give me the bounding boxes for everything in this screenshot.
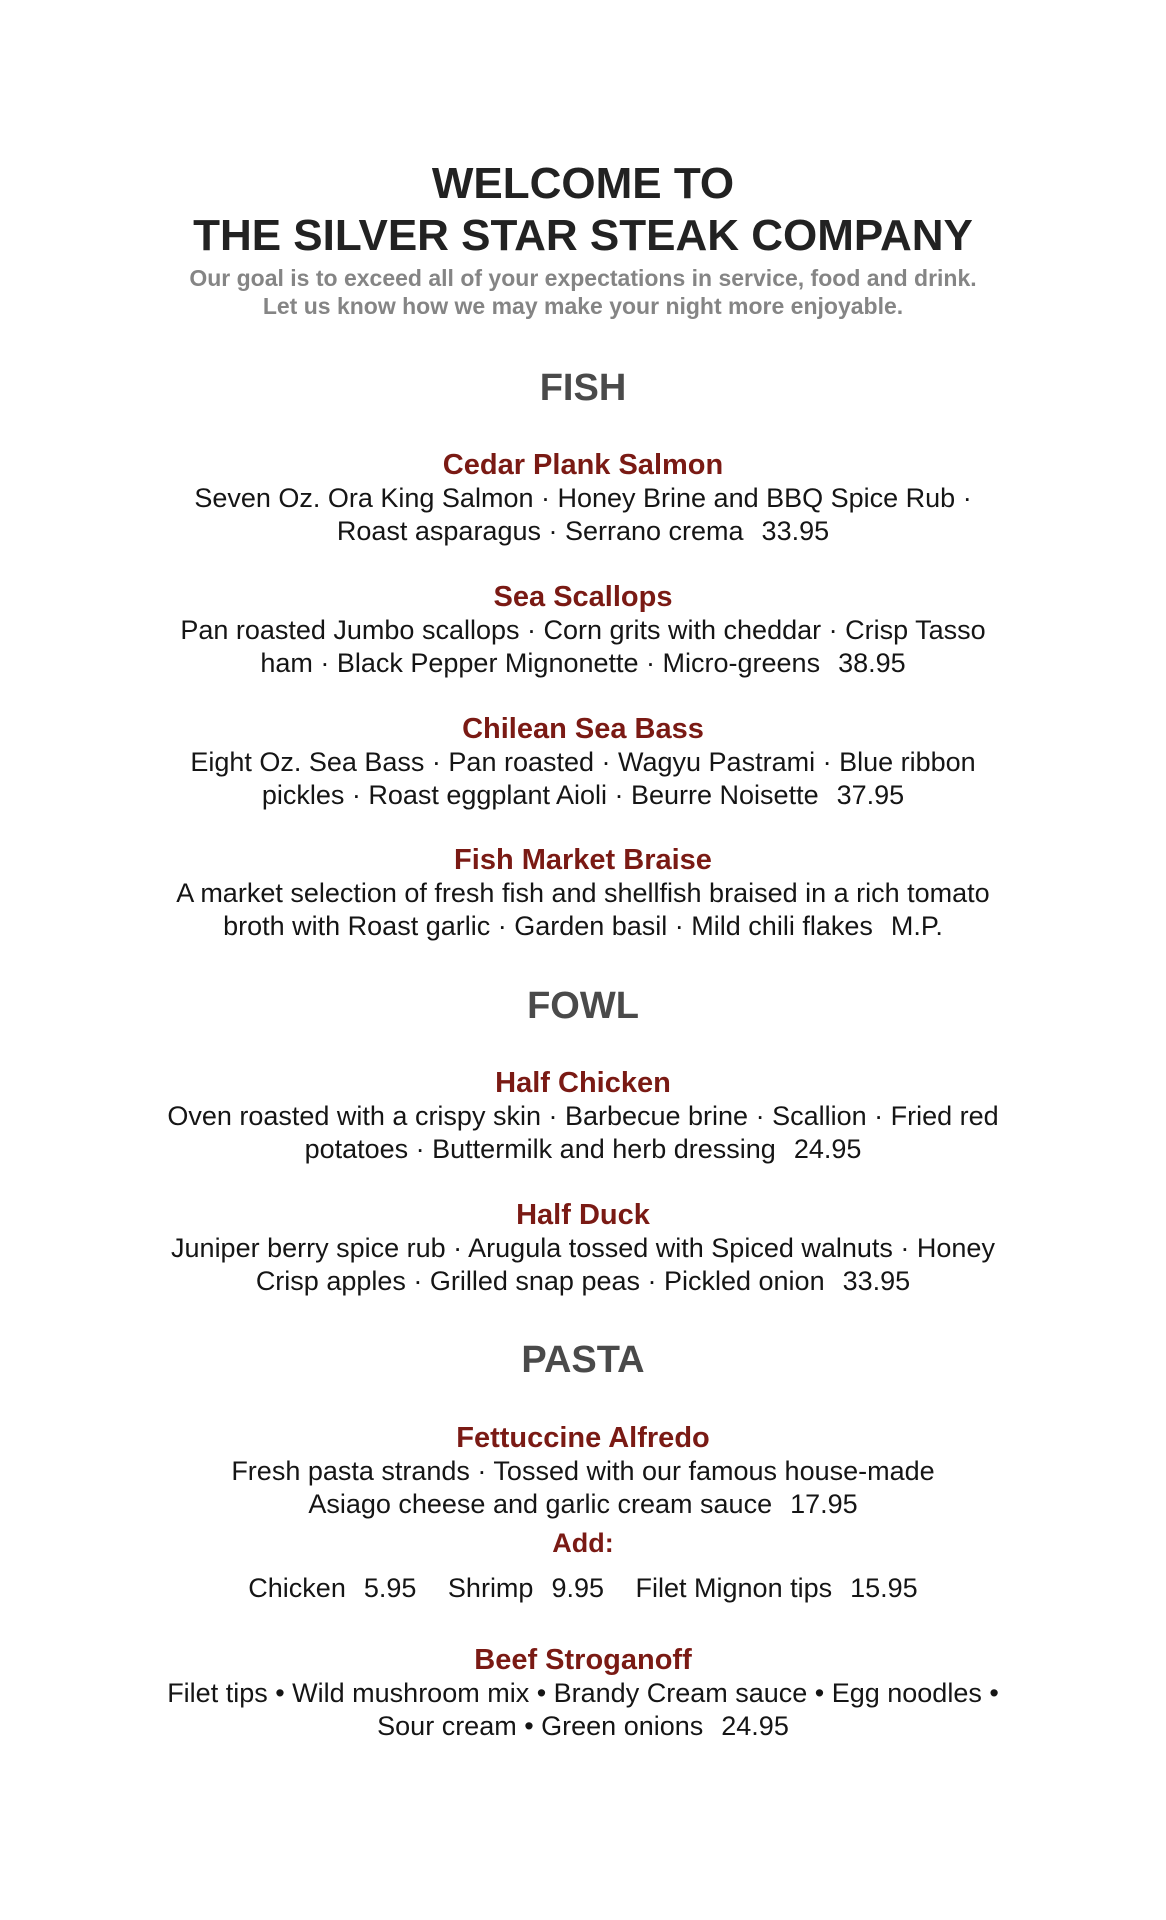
item-description: [0, 877, 1166, 943]
menu-item-half-chicken: [0, 1066, 1166, 1166]
item-description-line-2: [0, 515, 1166, 548]
item-description-line-2: [0, 910, 1166, 943]
item-description-line-1: Filet tips • Wild mushroom mix • Brandy Cream sauce • Egg noodles •: [167, 1678, 999, 1708]
tagline-line-2: Let us know how we may make your night more enjoyable.: [262, 293, 904, 319]
item-description-text: Crisp apples · Grilled snap peas · Pickled onion: [255, 1266, 825, 1296]
add-on-price: 9.95: [551, 1573, 605, 1603]
item-description-line-2: [0, 1133, 1166, 1166]
item-name: Beef Stroganoff: [474, 1644, 692, 1676]
welcome-heading: [0, 158, 1166, 262]
item-name: Cedar Plank Salmon: [442, 449, 724, 481]
add-on-price: 15.95: [850, 1573, 918, 1603]
item-name: Fish Market Braise: [454, 844, 712, 876]
menu-item-fish-market-braise: [0, 843, 1166, 943]
section-title-pasta: PASTA: [521, 1339, 645, 1381]
item-price: 37.95: [836, 780, 905, 810]
item-price: 33.95: [761, 516, 830, 546]
menu-item-sea-scallops: [0, 580, 1166, 680]
item-description: [0, 1455, 1166, 1521]
item-description-text: pickles · Roast eggplant Aioli · Beurre Noisette: [261, 780, 819, 810]
item-description-line-1: Oven roasted with a crispy skin · Barbecue brine · Scallion · Fried red: [167, 1101, 999, 1131]
item-description: [0, 1677, 1166, 1743]
welcome-line-1: WELCOME TO: [431, 159, 735, 208]
item-description-line-1: Fresh pasta strands · Tossed with our famous house-made: [231, 1456, 935, 1486]
add-ons-label: Add:: [552, 1528, 614, 1558]
item-description-line-2: [0, 779, 1166, 812]
section-title-fish: FISH: [539, 367, 627, 409]
item-name: Half Chicken: [495, 1067, 671, 1099]
item-name: Half Duck: [516, 1199, 650, 1231]
item-price: 17.95: [790, 1489, 858, 1519]
item-description: [0, 746, 1166, 812]
item-description-line-1: Eight Oz. Sea Bass · Pan roasted · Wagyu Pastrami · Blue ribbon: [190, 747, 976, 777]
add-on-shrimp: [448, 1572, 604, 1605]
item-description-line-2: [0, 647, 1166, 680]
item-price: 33.95: [842, 1266, 911, 1296]
item-description-line-1: A market selection of fresh fish and shellfish braised in a rich tomato: [176, 878, 990, 908]
item-description: [0, 614, 1166, 680]
tagline-line-1: Our goal is to exceed all of your expectations in service, food and drink.: [189, 265, 977, 291]
add-on-chicken: [248, 1572, 416, 1605]
add-on-name: Shrimp: [447, 1573, 534, 1603]
add-ons-list: [0, 1572, 1166, 1605]
welcome-line-2: THE SILVER STAR STEAK COMPANY: [193, 211, 973, 260]
item-price: 38.95: [838, 648, 906, 678]
item-price: M.P.: [890, 911, 943, 941]
item-description-line-1: Pan roasted Jumbo scallops · Corn grits with cheddar · Crisp Tasso: [180, 615, 986, 645]
menu-item-beef-stroganoff: [0, 1643, 1166, 1743]
item-description-text: ham · Black Pepper Mignonette · Micro-greens: [260, 648, 821, 678]
item-description-line-2: [0, 1488, 1166, 1521]
item-description-text: Asiago cheese and garlic cream sauce: [308, 1489, 773, 1519]
item-description-text: Sour cream • Green onions: [377, 1711, 704, 1741]
item-description-line-1: Juniper berry spice rub · Arugula tossed with Spiced walnuts · Honey: [171, 1233, 995, 1263]
item-price: 24.95: [721, 1711, 789, 1741]
add-on-name: Chicken: [248, 1573, 346, 1603]
item-description-text: Roast asparagus · Serrano crema: [336, 516, 744, 546]
item-description: [0, 1232, 1166, 1298]
item-description-text: potatoes · Buttermilk and herb dressing: [304, 1134, 776, 1164]
item-description-text: broth with Roast garlic · Garden basil · Mild chili flakes: [223, 911, 873, 941]
menu-item-chilean-sea-bass: [0, 712, 1166, 812]
item-name: Sea Scallops: [493, 581, 673, 613]
item-name: Fettuccine Alfredo: [456, 1422, 710, 1454]
item-description-line-2: [0, 1265, 1166, 1298]
menu-item-half-duck: [0, 1198, 1166, 1298]
section-title-fowl: FOWL: [527, 985, 639, 1027]
item-name: Chilean Sea Bass: [462, 713, 704, 745]
tagline: [0, 264, 1166, 320]
item-description: [0, 1100, 1166, 1166]
add-on-name: Filet Mignon tips: [635, 1573, 833, 1603]
add-on-price: 5.95: [363, 1573, 417, 1603]
item-description-line-2: [0, 1710, 1166, 1743]
item-description-line-1: Seven Oz. Ora King Salmon · Honey Brine and BBQ Spice Rub ·: [194, 483, 972, 513]
menu-item-fettuccine-alfredo: [0, 1421, 1166, 1521]
item-description: [0, 482, 1166, 548]
item-price: 24.95: [793, 1134, 862, 1164]
menu-item-cedar-plank-salmon: [0, 448, 1166, 548]
add-on-filet-mignon-tips: [636, 1572, 918, 1605]
